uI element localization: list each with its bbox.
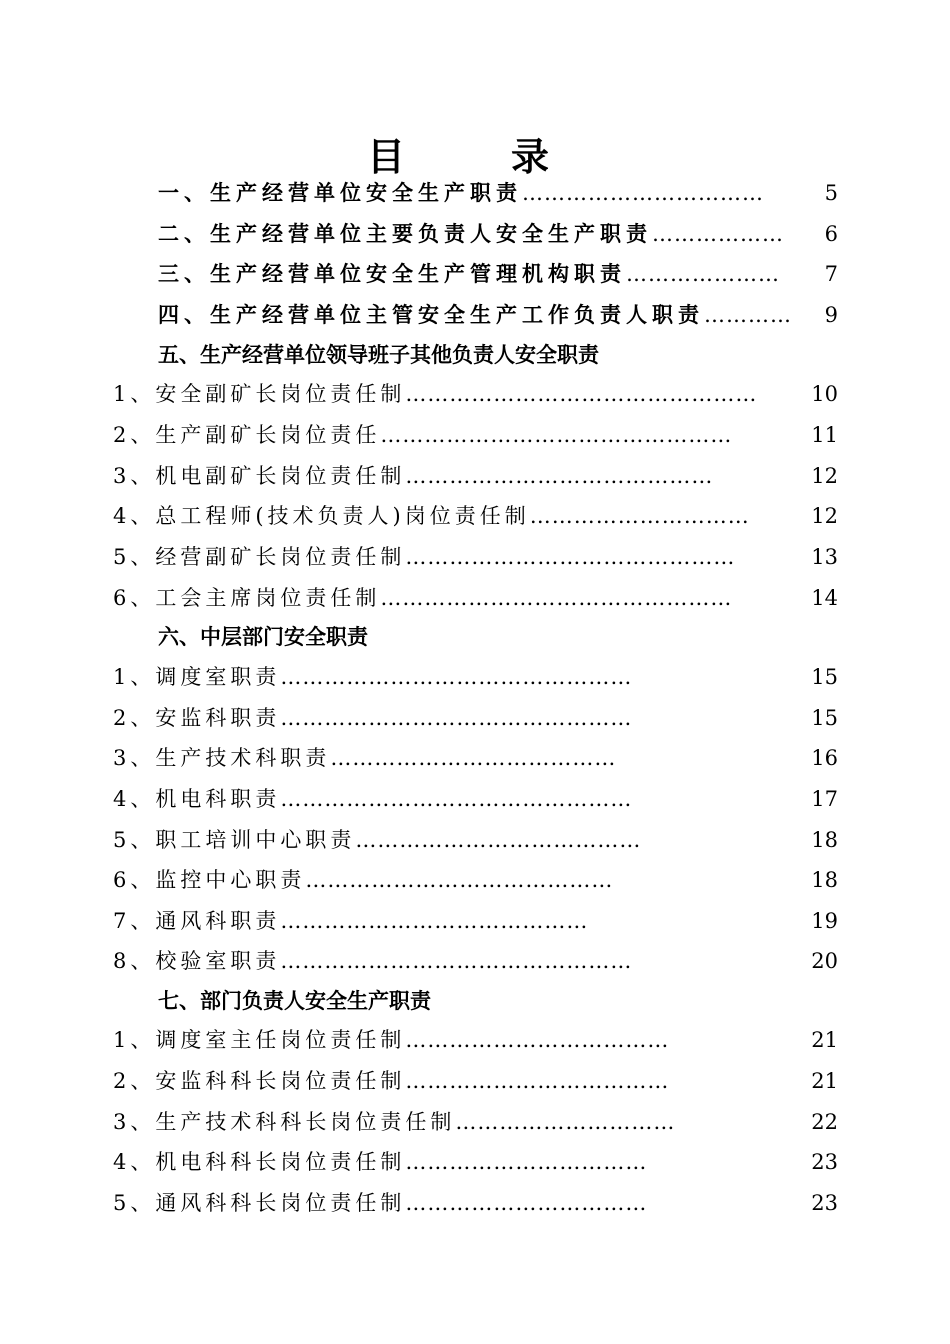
- toc-leader: ………………: [652, 222, 784, 246]
- toc-page-number: 13: [811, 545, 838, 569]
- toc-page-number: 17: [811, 787, 838, 811]
- toc-page-number: 18: [811, 828, 838, 852]
- toc-entry-label: 1、调度室主任岗位责任制: [113, 1028, 406, 1052]
- toc-page-number: 21: [811, 1028, 838, 1052]
- toc-leader: ……………………………………: [305, 868, 614, 892]
- toc-entry-label: 二、生产经营单位主要负责人安全生产职责: [158, 221, 652, 246]
- toc-leader: …………………………: [529, 504, 750, 528]
- toc-leader: …………………………………………: [405, 382, 758, 406]
- toc-entry[interactable]: [113, 662, 838, 692]
- toc-leader: ………………………………………: [405, 545, 736, 569]
- toc-leader: …………………………………………: [280, 949, 633, 973]
- toc-leader: ……………………………………: [405, 464, 714, 488]
- toc-page-number: 20: [811, 949, 838, 973]
- toc-page-number: 22: [811, 1110, 838, 1134]
- toc-leader: …………………: [626, 262, 780, 286]
- toc-entry-label: 1、调度室职责: [113, 665, 281, 689]
- toc-entry-label: 5、通风科科长岗位责任制: [113, 1191, 406, 1215]
- toc-leader: …………………………………………: [280, 706, 633, 730]
- toc-page-number: 23: [811, 1191, 838, 1215]
- toc-entry-label: 2、安监科科长岗位责任制: [113, 1069, 406, 1093]
- toc-entry-label: 5、经营副矿长岗位责任制: [113, 545, 406, 569]
- toc-page-number: 10: [811, 382, 838, 406]
- toc-page-number: 14: [811, 586, 838, 610]
- toc-entry-label: 7、通风科职责: [113, 909, 281, 933]
- toc-entry[interactable]: [113, 420, 838, 450]
- toc-entry[interactable]: [113, 946, 838, 976]
- toc-page-number: 5: [824, 181, 838, 205]
- toc-leader: …………………………………………: [380, 586, 733, 610]
- toc-entry-label: 3、机电副矿长岗位责任制: [113, 464, 406, 488]
- toc-entry-label: 一、生产经营单位安全生产职责: [158, 180, 522, 205]
- toc-entry[interactable]: [113, 379, 838, 409]
- toc-entry[interactable]: [113, 1025, 838, 1055]
- toc-page-number: 21: [811, 1069, 838, 1093]
- toc-entry[interactable]: [113, 461, 838, 491]
- toc-entry[interactable]: [113, 743, 838, 773]
- toc-page-number: 23: [811, 1150, 838, 1174]
- toc-entry[interactable]: [113, 1147, 838, 1177]
- toc-entry[interactable]: [113, 865, 838, 895]
- toc-entry-label: 三、生产经营单位安全生产管理机构职责: [158, 261, 626, 286]
- toc-entry-label: 4、机电科科长岗位责任制: [113, 1150, 406, 1174]
- section-heading: 五、生产经营单位领导班子其他负责人安全职责: [158, 342, 599, 367]
- toc-entry[interactable]: [113, 583, 838, 613]
- toc-entry[interactable]: [113, 1107, 838, 1137]
- toc-entry[interactable]: [113, 906, 838, 936]
- toc-entry-label: 2、生产副矿长岗位责任: [113, 423, 381, 447]
- toc-entry-label: 6、工会主席岗位责任制: [113, 586, 381, 610]
- toc-entry[interactable]: [158, 300, 838, 330]
- toc-page-number: 12: [811, 464, 838, 488]
- toc-entry[interactable]: [113, 825, 838, 855]
- toc-page-number: 16: [811, 746, 838, 770]
- toc-page-number: 9: [824, 303, 838, 327]
- toc-entry-label: 4、总工程师(技术负责人)岗位责任制: [113, 504, 530, 528]
- toc-leader: …………………………………………: [380, 423, 733, 447]
- toc-leader: …………………………………………: [280, 787, 633, 811]
- toc-leader: ……………………………: [405, 1150, 648, 1174]
- toc-entry[interactable]: [113, 1188, 838, 1218]
- toc-entry-label: 8、校验室职责: [113, 949, 281, 973]
- toc-page-number: 6: [824, 222, 838, 246]
- toc-leader: …………………………: [455, 1110, 676, 1134]
- toc-page-number: 19: [811, 909, 838, 933]
- toc-page-number: 18: [811, 868, 838, 892]
- toc-entry-label: 5、职工培训中心职责: [113, 828, 356, 852]
- page-title: 目 录: [366, 135, 583, 179]
- toc-leader: ……………………………: [405, 1191, 648, 1215]
- section-heading: 六、中层部门安全职责: [158, 624, 368, 649]
- toc-leader: ……………………………………: [280, 909, 589, 933]
- toc-entry[interactable]: [113, 784, 838, 814]
- toc-entry-label: 2、安监科职责: [113, 706, 281, 730]
- toc-page-number: 15: [811, 665, 838, 689]
- toc-entry[interactable]: [158, 219, 838, 249]
- toc-leader: …………………………………: [355, 828, 642, 852]
- toc-entry[interactable]: [158, 259, 838, 289]
- toc-entry-label: 四、生产经营单位主管安全生产工作负责人职责: [158, 302, 704, 327]
- toc-entry-label: 1、安全副矿长岗位责任制: [113, 382, 406, 406]
- toc-leader: ………………………………: [405, 1069, 670, 1093]
- toc-page-number: 12: [811, 504, 838, 528]
- toc-entry-label: 4、机电科职责: [113, 787, 281, 811]
- toc-entry[interactable]: [113, 542, 838, 572]
- toc-entry[interactable]: [113, 703, 838, 733]
- toc-entry-label: 3、生产技术科职责: [113, 746, 331, 770]
- toc-entry[interactable]: [113, 501, 838, 531]
- section-heading: 七、部门负责人安全生产职责: [158, 988, 431, 1013]
- toc-entry-label: 3、生产技术科科长岗位责任制: [113, 1110, 456, 1134]
- toc-entry[interactable]: [113, 1066, 838, 1096]
- toc-entry-label: 6、监控中心职责: [113, 868, 306, 892]
- toc-leader: ……………………………: [522, 181, 764, 205]
- toc-leader: …………: [704, 303, 792, 327]
- toc-page-number: 15: [811, 706, 838, 730]
- toc-page-number: 11: [811, 423, 838, 447]
- toc-page-number: 7: [824, 262, 838, 286]
- toc-leader: …………………………………: [330, 746, 617, 770]
- toc-entry[interactable]: [158, 178, 838, 208]
- toc-leader: ………………………………: [405, 1028, 670, 1052]
- toc-leader: …………………………………………: [280, 665, 633, 689]
